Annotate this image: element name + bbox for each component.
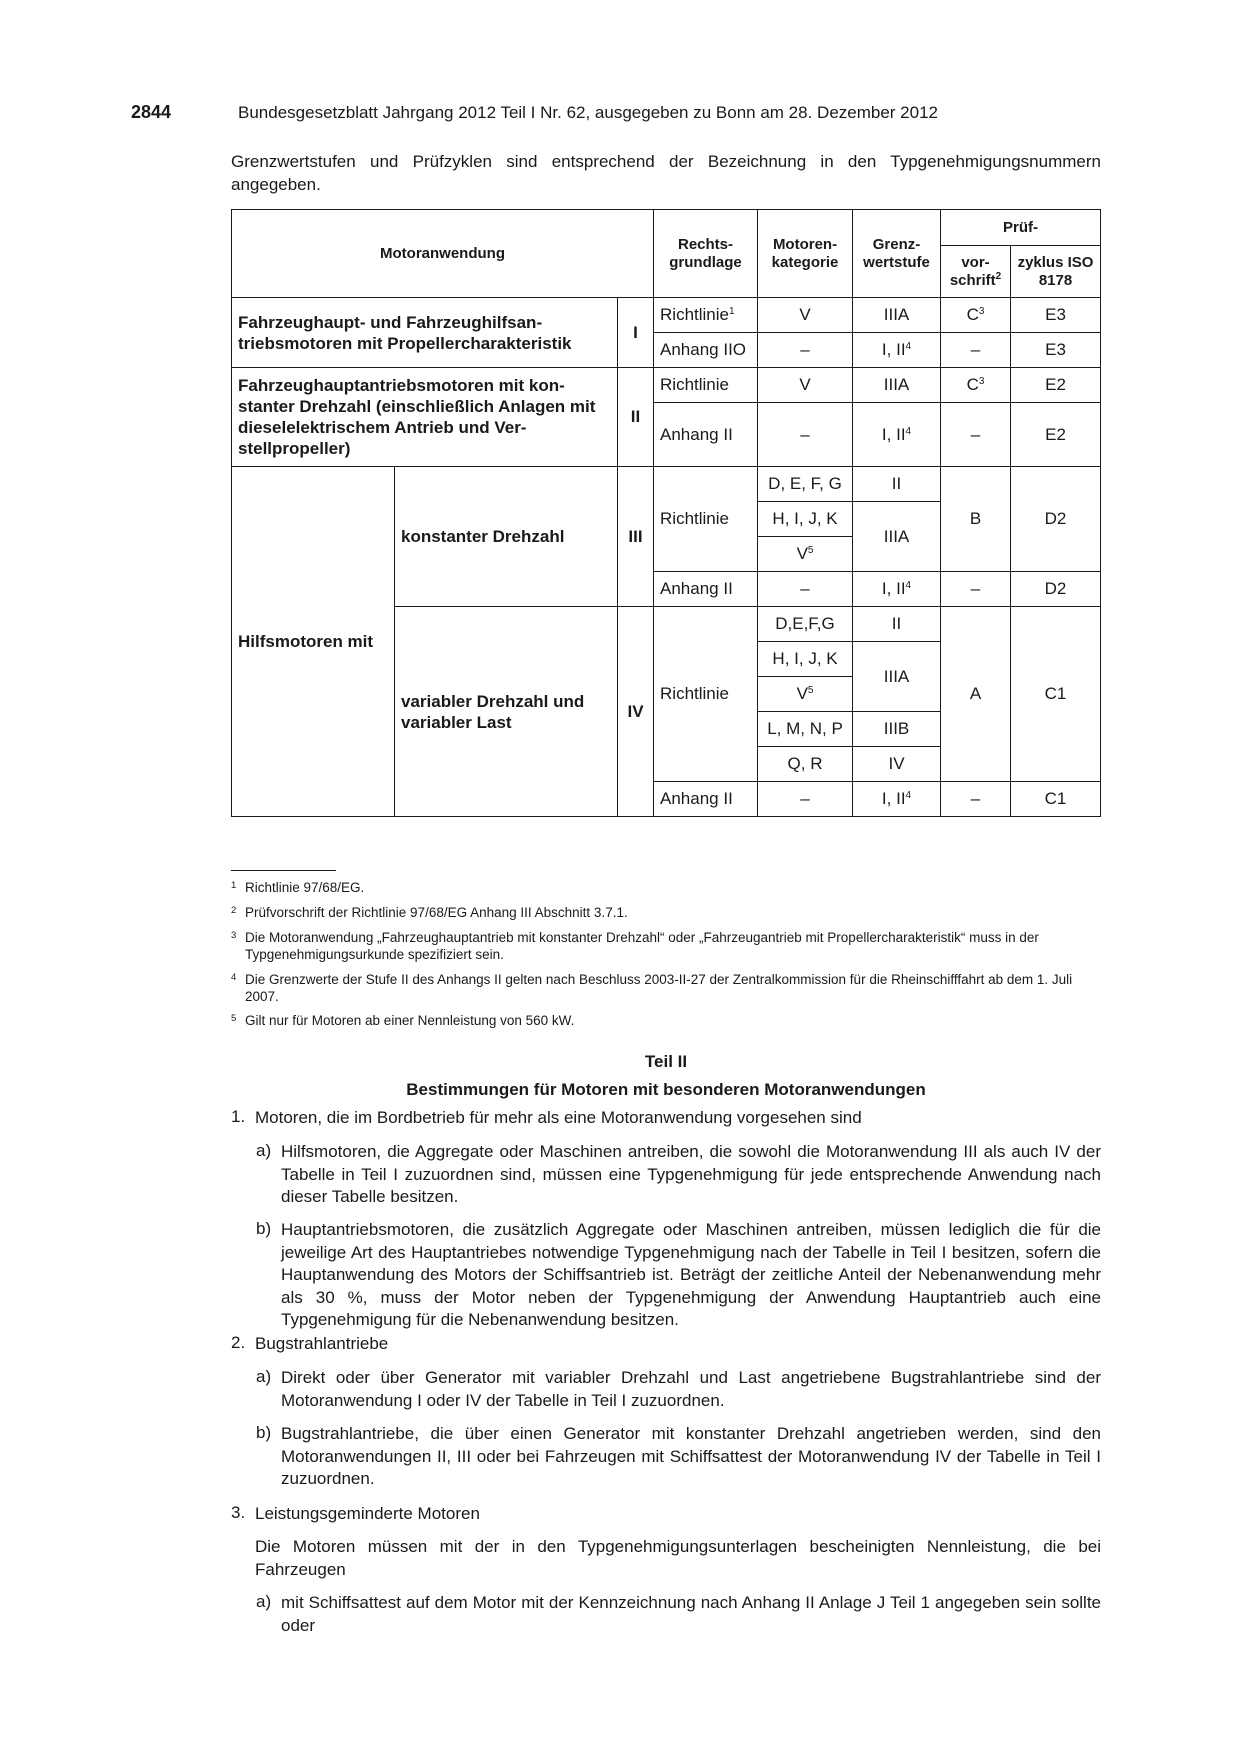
kategorie-cell: H, I, J, K: [758, 642, 853, 677]
kategorie-cell: –: [758, 403, 853, 467]
legal-cell: Richtlinie$^1$: [654, 298, 758, 333]
vorschrift-cell: –: [941, 572, 1011, 607]
kategorie-cell: –: [758, 782, 853, 817]
section-3-title: Leistungsgeminderte Motoren: [255, 1504, 480, 1523]
stufe-cell: IIIA: [853, 368, 941, 403]
kategorie-cell: –: [758, 572, 853, 607]
group-label-iv: variabler Drehzahl und variabler Last: [395, 607, 618, 817]
kategorie-cell: D,E,F,G: [758, 607, 853, 642]
roman-iv: IV: [618, 607, 654, 817]
zyklus-cell: C1: [1011, 607, 1101, 782]
zyklus-cell: D2: [1011, 467, 1101, 572]
kategorie-cell: –: [758, 333, 853, 368]
legal-cell: Richtlinie: [654, 467, 758, 572]
footnote-rule: [231, 870, 336, 871]
hilfsmotoren-label: Hilfsmotoren mit: [232, 467, 395, 817]
section-3-number: 3.: [231, 1503, 246, 1522]
zyklus-cell: E3: [1011, 333, 1101, 368]
stufe-cell: II: [853, 607, 941, 642]
vorschrift-cell: $C^3$: [941, 368, 1011, 403]
footnote-4: 4 Die Grenzwerte der Stufe II des Anhangs II gelten nach Beschluss 2003-II-27 der Zentralkommission für die Rheinschifffahrt ab dem 1. Juli 2007.: [231, 972, 1073, 1004]
stufe-cell: IIIA: [853, 298, 941, 333]
header-zyklus: zyklus ISO 8178: [1011, 246, 1101, 298]
teil-ii-subheading: Bestimmungen für Motoren mit besonderen Motoranwendungen: [406, 1080, 926, 1099]
stufe-cell: I, $II^4$: [853, 333, 941, 368]
group-label-i: Fahrzeughaupt- und Fahrzeughilfsan- triebsmotoren mit Propellercharakteristik: [232, 298, 618, 368]
header-grenzwertstufe: Grenz- wertstufe: [853, 210, 941, 298]
teil-ii-heading: Teil II: [644, 1052, 688, 1071]
vorschrift-cell: B: [941, 467, 1011, 572]
group-label-iii: konstanter Drehzahl: [395, 467, 618, 607]
header-motoranwendung: Motoranwendung: [232, 210, 654, 298]
roman-iii: III: [618, 467, 654, 607]
kategorie-cell: V: [758, 368, 853, 403]
legal-cell: Anhang II: [654, 572, 758, 607]
intro-paragraph: Grenzwertstufen und Prüfzyklen sind entsprechend der Bezeichnung in den Typgenehmigungsnummern angegeben.: [231, 152, 1101, 194]
section-1b-label: b): [256, 1219, 272, 1238]
stufe-cell: IIIA: [853, 642, 941, 712]
section-2a-label: a): [256, 1367, 272, 1386]
section-1b-text: Hauptantriebsmotoren, die zusätzlich Aggregate oder Maschinen antreiben, müssen lediglich die für die jeweilige Art des Hauptantriebes notwendige Typgenehmigung nach der Tabelle in Teil I besitzen, sofern die Hauptanwendung des Motors der Schiffsantrieb ist. Beträgt der zeitliche Anteil der Nebenanwendung mehr als 30 %, muss der Motor neben der Typgenehmigung der Anwendung Hauptantrieb auch eine Typgenehmigung für die Nebenanwendung besitzen.: [281, 1220, 1101, 1329]
section-1-number: 1.: [231, 1107, 246, 1126]
section-2a-text: Direkt oder über Generator mit variabler Drehzahl und Last angetriebene Bugstrahlantriebe sind der Motoranwendung I oder IV der Tabelle in Teil I zuzuordnen.: [281, 1368, 1101, 1410]
gazette-header: Bundesgesetzblatt Jahrgang 2012 Teil I Nr. 62, ausgegeben zu Bonn am 28. Dezember 2012: [238, 103, 938, 122]
zyklus-cell: E3: [1011, 298, 1101, 333]
page-number: 2844: [131, 102, 172, 122]
stufe-cell: I, $II^4$: [853, 782, 941, 817]
vorschrift-cell: $C^3$: [941, 298, 1011, 333]
vorschrift-cell: –: [941, 333, 1011, 368]
stufe-cell: I, $II^4$: [853, 403, 941, 467]
vorschrift-cell: –: [941, 782, 1011, 817]
header-pruef: Prüf-: [941, 210, 1101, 246]
section-2-number: 2.: [231, 1333, 246, 1352]
legal-cell: Anhang IIO: [654, 333, 758, 368]
section-1a-label: a): [256, 1141, 272, 1160]
kategorie-cell: D, E, F, G: [758, 467, 853, 502]
vorschrift-cell: A: [941, 607, 1011, 782]
zyklus-cell: D2: [1011, 572, 1101, 607]
section-1-title: Motoren, die im Bordbetrieb für mehr als eine Motoranwendung vorgesehen sind: [255, 1108, 862, 1127]
footnote-2: 2 Prüfvorschrift der Richtlinie 97/68/EG Anhang III Abschnitt 3.7.1.: [231, 905, 628, 920]
motor-application-table: [231, 209, 1101, 817]
section-2b-label: b): [256, 1423, 272, 1442]
section-3-text: Die Motoren müssen mit der in den Typgenehmigungsunterlagen bescheinigten Nennleistung, die bei Fahrzeugen: [255, 1537, 1101, 1579]
section-3a-label: a): [256, 1592, 272, 1611]
legal-cell: Anhang II: [654, 403, 758, 467]
stufe-cell: II: [853, 467, 941, 502]
table-row: [232, 467, 1101, 502]
zyklus-cell: E2: [1011, 368, 1101, 403]
section-1a-text: Hilfsmotoren, die Aggregate oder Maschinen antreiben, die sowohl die Motoranwendung III als auch IV der Tabelle in Teil I zuzuordnen sind, müssen eine Typgenehmigung für jede entsprechende Anwendung nach dieser Tabelle besitzen.: [281, 1142, 1101, 1206]
stufe-cell: IV: [853, 747, 941, 782]
kategorie-cell: L, M, N, P: [758, 712, 853, 747]
zyklus-cell: E2: [1011, 403, 1101, 467]
stufe-cell: IIIA: [853, 502, 941, 572]
roman-i: I: [618, 298, 654, 368]
footnote-3: 3 Die Motoranwendung „Fahrzeughauptantrieb mit konstanter Drehzahl“ oder „Fahrzeugantrieb mit Propellercharakteristik“ muss in der Typgenehmigungsurkunde spezifiziert sein.: [231, 930, 1039, 962]
legal-cell: Anhang II: [654, 782, 758, 817]
legal-cell: Richtlinie: [654, 368, 758, 403]
vorschrift-cell: –: [941, 403, 1011, 467]
kategorie-cell: V: [758, 298, 853, 333]
header-rechtsgrundlage: Rechts- grundlage: [654, 210, 758, 298]
roman-ii: II: [618, 368, 654, 467]
table-row: [232, 368, 1101, 403]
stufe-cell: IIIB: [853, 712, 941, 747]
header-motorenkategorie: Motoren- kategorie: [758, 210, 853, 298]
section-2-title: Bugstrahlantriebe: [255, 1334, 389, 1353]
header-vorschrift: vor- schrift$^2$: [941, 246, 1011, 298]
stufe-cell: I, $II^4$: [853, 572, 941, 607]
group-label-ii: Fahrzeughauptantriebsmotoren mit kon- stanter Drehzahl (einschließlich Anlagen mit dieselelektrischem Antrieb und Ver- stellpropeller): [232, 368, 618, 467]
legal-cell: Richtlinie: [654, 607, 758, 782]
zyklus-cell: C1: [1011, 782, 1101, 817]
footnote-1: 1 Richtlinie 97/68/EG.: [231, 880, 365, 895]
section-3a-text: mit Schiffsattest auf dem Motor mit der Kennzeichnung nach Anhang II Anlage J Teil 1 angegeben sein sollte oder: [281, 1593, 1101, 1635]
kategorie-cell: Q, R: [758, 747, 853, 782]
footnote-5: 5 Gilt nur für Motoren ab einer Nennleistung von 560 kW.: [231, 1013, 575, 1028]
table-row: [232, 298, 1101, 333]
kategorie-cell: H, I, J, K: [758, 502, 853, 537]
section-2b-text: Bugstrahlantriebe, die über einen Generator mit konstanter Drehzahl angetrieben werden, sind den Motoranwendungen II, III oder bei Fahrzeugen mit Schiffsattest der Motoranwendung IV der Tabelle in Teil I zuzuordnen.: [281, 1424, 1101, 1488]
kategorie-cell: $V^5$: [758, 677, 853, 712]
kategorie-cell: $V^5$: [758, 537, 853, 572]
